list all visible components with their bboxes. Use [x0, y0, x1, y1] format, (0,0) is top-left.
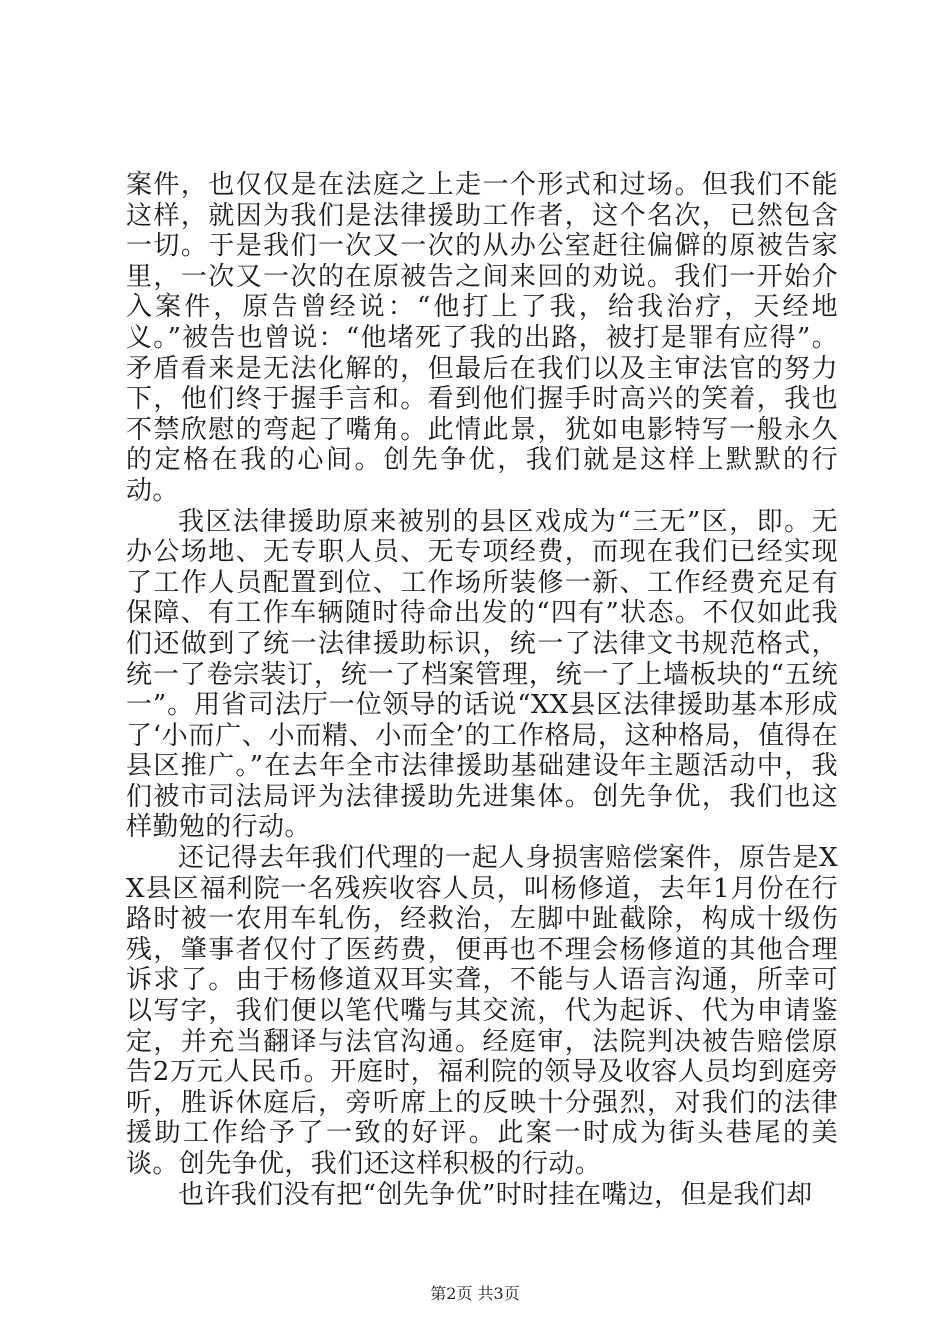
page-number-footer: 第2页 共3页 — [430, 1284, 520, 1303]
paragraph-3: 还记得去年我们代理的一起人身损害赔偿案件，原告是XX县区福利院一名残疾收容人员，叫杨修道，去年1月份在行路时被一农用车轧伤，经救治，左脚中趾截除，构成十级伤残，肇事者仅付了医药费，便再也不理会杨修道的其他合理诉求了。由于杨修道双耳实聋，不能与人语言沟通，所幸可以写字，我们便以笔代嘴与其交流，代为起诉、代为申请鉴定，并充当翻译与法官沟通。经庭审，法院判决被告赔偿原告2万元人民币。开庭时，福利院的领导及收容人员均到庭旁听，胜诉休庭后，旁听席上的反映十分强烈，对我们的法律援助工作给予了一致的好评。此案一时成为街头巷尾的美谈。创先争优，我们还这样积极的行动。 — [126, 843, 838, 1179]
paragraph-2: 我区法律援助原来被别的县区戏成为“三无”区，即。无办公场地、无专职人员、无专项经费，而现在我们已经实现了工作人员配置到位、工作场所装修一新、工作经费充足有保障、有工作车辆随时待命出发的“四有”状态。不仅如此我们还做到了统一法律援助标识，统一了法律文书规范格式，统一了卷宗装订，统一了档案管理，统一了上墙板块的“五统一”。用省司法厅一位领导的话说“XX县区法律援助基本形成了‘小而广、小而精、小而全’的工作格局，这种格局，值得在县区推广。”在去年全市法律援助基础建设年主题活动中，我们被市司法局评为法律援助先进集体。创先争优，我们也这样勤勉的行动。 — [126, 506, 838, 843]
paragraph-1: 案件，也仅仅是在法庭之上走一个形式和过场。但我们不能这样，就因为我们是法律援助工作者，这个名次，已然包含一切。于是我们一次又一次的从办公室赶往偏僻的原被告家里，一次又一次的在原被告之间来回的劝说。我们一开始介入案件，原告曾经说：“他打上了我，给我治疗，天经地义。”被告也曾说：“他堵死了我的出路，被打是罪有应得”。矛盾看来是无法化解的，但最后在我们以及主审法官的努力下，他们终于握手言和。看到他们握手时高兴的笑着，我也不禁欣慰的弯起了嘴角。此情此景，犹如电影特写一般永久的定格在我的心间。创先争优，我们就是这样上默默的行动。 — [126, 170, 838, 506]
paragraph-4: 也许我们没有把“创先争优”时时挂在嘴边，但是我们却 — [178, 1179, 813, 1210]
body-text — [126, 170, 838, 1210]
